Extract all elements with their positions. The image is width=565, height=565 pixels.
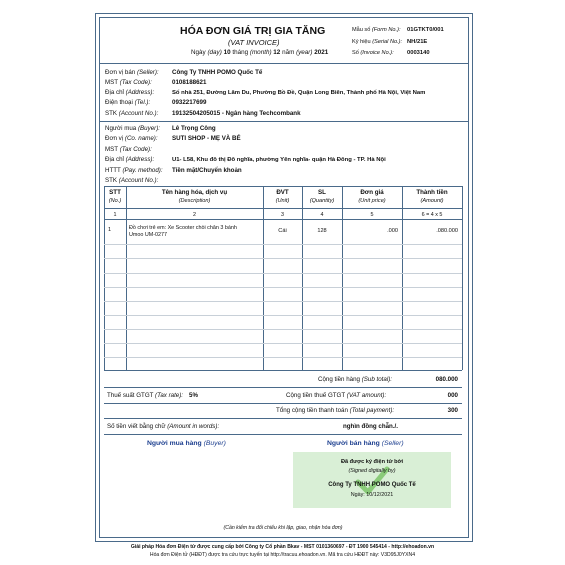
table-row-line bbox=[104, 343, 462, 344]
buyer-account-label: STK (Account No.): bbox=[105, 177, 159, 184]
vat-amount-label: Cộng tiền thuế GTGT (VAT amount): bbox=[286, 392, 387, 399]
seller-account-value: 19132504205015 - Ngân hàng Techcombank bbox=[172, 110, 301, 117]
amount-in-words-value: nghìn đồng chẵn./. bbox=[343, 423, 398, 430]
table-row-line bbox=[104, 357, 462, 358]
divider-subtotal bbox=[104, 387, 462, 388]
table-index-line bbox=[104, 219, 462, 220]
column-header-quantity-en: (Quantity) bbox=[309, 198, 335, 204]
vat-amount-value: 000 bbox=[447, 392, 458, 399]
buyer-tax-label: MST (Tax Code): bbox=[105, 146, 152, 153]
footer-provider-line: Giải pháp Hóa đơn Điện tử được cung cấp bởi Công ty Cổ phần Bkav - MST 0101360697 - ĐT 1900 545414 - http://ehoadon.vn bbox=[130, 544, 435, 550]
column-header-description-en: (Description) bbox=[178, 198, 211, 204]
seller-address-value: Số nhà 251, Đường Lâm Du, Phường Bồ Đề, Quận Long Biên, Thành phố Hà Nội, Việt Nam bbox=[172, 90, 426, 96]
index-cell: 3 bbox=[281, 212, 284, 218]
table-row-line bbox=[104, 258, 462, 259]
seller-tax-value: 0108188621 bbox=[172, 79, 207, 86]
signed-by-line2: (Signed digitally by) bbox=[348, 468, 396, 474]
subtotal-value: 080.000 bbox=[435, 376, 458, 383]
column-header-quantity: SL bbox=[318, 189, 326, 196]
divider-words bbox=[104, 434, 462, 435]
invoice-date-line: Ngày (day) 10 tháng (month) 12 năm (year) 2021 bbox=[191, 49, 329, 56]
item-quantity: 128 bbox=[317, 228, 327, 234]
index-cell: 1 bbox=[113, 212, 117, 218]
table-row-line bbox=[104, 301, 462, 302]
index-cell: 4 bbox=[320, 212, 324, 218]
table-bottom-line bbox=[104, 370, 462, 371]
item-unit-price: .000 bbox=[387, 228, 398, 234]
column-header-amount-en: (Amount) bbox=[420, 198, 444, 204]
buyer-payment-label: HTTT (Pay. method): bbox=[105, 167, 163, 174]
column-header-unit-price: Đơn giá bbox=[360, 189, 384, 196]
footer-lookup-line: Hóa đơn Điện tử (HĐĐT) được tra cứu trực tuyến tại http://tracuu.ehoadon.vn. Mã tra cứu HĐĐT này: V3D95J0YXN4 bbox=[149, 552, 416, 558]
serial-value: NH/21E bbox=[407, 39, 428, 45]
buyer-name-value: Lê Trọng Công bbox=[172, 125, 216, 132]
table-row-line bbox=[104, 273, 462, 274]
divider-header bbox=[99, 63, 468, 64]
buyer-unit-value: SUTI SHOP - MẸ VÀ BÉ bbox=[172, 135, 241, 142]
vat-rate-label: Thuế suất GTGT (Tax rate): bbox=[107, 392, 184, 399]
seller-account-label: STK (Account No.): bbox=[105, 110, 159, 117]
table-row-line bbox=[104, 329, 462, 330]
column-header-no: STT bbox=[109, 189, 121, 196]
seller-phone-value: 0932217699 bbox=[172, 99, 207, 106]
signed-date: Ngày: 10/12/2021 bbox=[350, 492, 394, 498]
item-no: 1 bbox=[108, 227, 112, 233]
serial-label: Ký hiệu (Serial No.): bbox=[352, 39, 403, 45]
total-payment-value: 300 bbox=[447, 407, 458, 414]
table-row-line bbox=[104, 287, 462, 288]
check-note: (Cần kiểm tra đối chiếu khi lập, giao, nhận hóa đơn) bbox=[223, 525, 343, 531]
divider-seller bbox=[99, 121, 468, 122]
seller-tax-label: MST (Tax Code): bbox=[105, 79, 152, 86]
amount-in-words-label: Số tiền viết bằng chữ (Amount in words): bbox=[107, 423, 220, 430]
subtotal-label: Cộng tiền hàng (Sub total): bbox=[318, 376, 392, 383]
buyer-address-label: Địa chỉ (Address): bbox=[105, 156, 155, 163]
divider-total bbox=[104, 418, 462, 419]
table-row-line bbox=[104, 315, 462, 316]
number-label: Số (Invoice No.): bbox=[352, 50, 394, 56]
buyer-payment-value: Tiền mặt/Chuyển khoản bbox=[172, 167, 242, 174]
item-description-line2: Umoo UM-0277 bbox=[129, 232, 168, 238]
item-amount: .080.000 bbox=[436, 228, 458, 234]
column-header-unit-en: (Unit) bbox=[275, 198, 290, 204]
item-description-line1: Đồ chơi trẻ em: Xe Scooter chòi chân 3 bánh bbox=[129, 225, 237, 231]
buyer-unit-label: Đơn vị (Co. name): bbox=[105, 135, 158, 142]
column-header-description: Tên hàng hóa, dịch vụ bbox=[161, 189, 228, 196]
index-cell: 5 bbox=[370, 212, 374, 218]
seller-phone-label: Điện thoại (Tel.): bbox=[105, 99, 151, 106]
table-right-border bbox=[462, 186, 463, 370]
template-label: Mẫu số (Form No.): bbox=[352, 27, 401, 33]
table-top-line bbox=[104, 186, 462, 187]
column-header-amount: Thành tiền bbox=[416, 189, 448, 196]
number-value: 0003140 bbox=[407, 50, 430, 56]
column-header-no-en: (No.) bbox=[108, 198, 122, 204]
seller-signature-label: Người bán hàng (Seller) bbox=[327, 440, 404, 447]
table-header-line bbox=[104, 208, 462, 209]
signed-by-line1: Đã được ký điện tử bởi bbox=[340, 459, 404, 465]
index-cell: 6 = 4 x 5 bbox=[421, 212, 443, 218]
buyer-signature-label: Người mua hàng (Buyer) bbox=[147, 440, 226, 447]
buyer-address-value: U1- L58, Khu đô thị Đô nghĩa, phường Yên nghĩa- quận Hà Đông - TP. Hà Nội bbox=[172, 157, 386, 163]
divider-vat bbox=[104, 403, 462, 404]
signed-company: Công Ty TNHH POMO Quốc Tế bbox=[328, 482, 416, 488]
invoice-title: HÓA ĐƠN GIÁ TRỊ GIA TĂNG bbox=[180, 25, 326, 37]
column-header-unit-price-en: (Unit price) bbox=[358, 198, 386, 204]
index-cell: 2 bbox=[193, 212, 196, 218]
template-value: 01GTKT0/001 bbox=[407, 27, 444, 33]
vat-rate-value: 5% bbox=[189, 392, 198, 399]
seller-unit-label: Đơn vị bán (Seller): bbox=[105, 69, 159, 76]
seller-unit-value: Công Ty TNHH POMO Quốc Tế bbox=[172, 69, 263, 76]
invoice-subtitle: (VAT INVOICE) bbox=[228, 38, 280, 47]
column-header-unit: ĐVT bbox=[276, 189, 289, 196]
seller-address-label: Địa chỉ (Address): bbox=[105, 89, 155, 96]
total-payment-label: Tổng cộng tiền thanh toán (Total payment): bbox=[276, 407, 395, 414]
item-unit: Cái bbox=[278, 228, 287, 234]
buyer-name-label: Người mua (Buyer): bbox=[105, 125, 160, 132]
table-row-line bbox=[104, 244, 462, 245]
